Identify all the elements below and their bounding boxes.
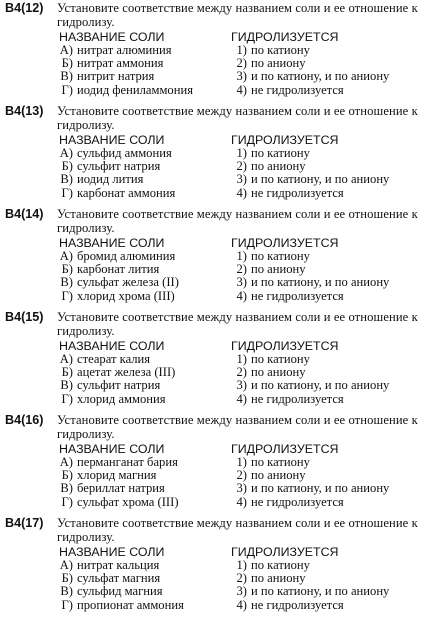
salt-name: хлорид магния [77,468,157,483]
salt-name: нитрат аммония [77,56,164,71]
option-text: не гидролизуется [251,597,344,612]
salt-letter: В) [60,69,73,84]
option-number: 1) [236,558,247,572]
match-row [5,84,431,97]
option-number: 2) [236,365,247,380]
salt-option [57,599,184,612]
task-prompt: Установите соответствие между названием соли и ее отношение к гидролизу. [57,104,418,132]
task-header [5,414,431,441]
option-number: 1) [236,146,247,160]
option-number: 1) [236,249,247,263]
salt-name: сульфат хрома (III) [77,494,179,509]
option-number: 2) [236,571,247,586]
option-text: и по катиону, и по аниону [251,275,390,290]
match-rows [5,44,431,97]
match-row [5,70,431,83]
salt-name: нитрат алюминия [77,43,172,57]
hydrolysis-option [231,84,344,97]
task-code: B4(14) [5,207,44,221]
task-prompt: Установите соответствие между названием соли и ее отношение к гидролизу. [57,516,418,544]
salt-name: нитрат кальция [77,558,160,572]
salt-name: нитрит натрия [77,69,155,84]
salt-name: иодид лития [77,172,144,187]
salt-option [57,84,193,97]
hydrolysis-option [231,599,344,612]
task-block [5,517,431,612]
salt-letter: А) [59,249,73,263]
option-number: 1) [236,352,247,366]
salt-letter: В) [60,275,73,290]
option-text: и по катиону, и по аниону [251,172,390,187]
match-row [5,482,431,495]
option-number: 4) [236,185,247,200]
task-block [5,208,431,303]
option-text: и по катиону, и по аниону [251,481,390,496]
task-code: B4(17) [5,516,44,530]
task-prompt: Установите соответствие между названием соли и ее отношение к гидролизу. [57,413,418,441]
salt-letter: В) [60,172,73,187]
hydrolysis-header: ГИДРОЛИЗУЕТСЯ [231,30,339,44]
match-row [5,187,431,200]
match-row [5,599,431,612]
option-number: 4) [236,494,247,509]
option-number: 3) [236,481,247,496]
option-number: 1) [236,43,247,57]
task-header [5,2,431,29]
salt-name-header: НАЗВАНИЕ СОЛИ [59,442,165,456]
match-row [5,496,431,509]
hydrolysis-option [231,290,344,303]
column-headers [5,339,431,353]
task-header [5,105,431,132]
option-number: 4) [236,391,247,406]
match-rows [5,147,431,200]
salt-name: сульфат магния [77,571,161,586]
option-number: 3) [236,378,247,393]
option-number: 4) [236,288,247,303]
salt-letter: В) [60,584,73,599]
match-row [5,276,431,289]
column-headers [5,30,431,44]
option-text: по катиону [251,455,310,469]
salt-option [57,187,175,200]
option-number: 2) [236,159,247,174]
match-row [5,393,431,406]
salt-name-header: НАЗВАНИЕ СОЛИ [59,339,165,353]
salt-name: сульфит натрия [77,378,161,393]
salt-letter: Г) [61,82,73,97]
salt-letter: Б) [61,571,73,586]
task-header [5,208,431,235]
option-number: 3) [236,584,247,599]
option-text: не гидролизуется [251,185,344,200]
option-text: по аниону [251,159,306,174]
option-text: по катиону [251,249,310,263]
salt-name: сульфит натрия [77,159,161,174]
column-headers [5,133,431,147]
option-text: и по катиону, и по аниону [251,584,390,599]
salt-letter: А) [59,455,73,469]
option-text: не гидролизуется [251,391,344,406]
task-code: B4(15) [5,310,44,324]
salt-name-header: НАЗВАНИЕ СОЛИ [59,236,165,250]
option-text: по катиону [251,352,310,366]
match-rows [5,559,431,612]
task-prompt: Установите соответствие между названием соли и ее отношение к гидролизу. [57,1,418,29]
salt-name: карбонат аммония [77,185,176,200]
task-block [5,414,431,509]
salt-letter: Б) [61,468,73,483]
option-text: не гидролизуется [251,288,344,303]
salt-name: иодид фениламмония [77,82,193,97]
salt-name-header: НАЗВАНИЕ СОЛИ [59,133,165,147]
salt-name: ацетат железа (III) [77,365,176,380]
salt-name: хлорид хрома (III) [77,288,175,303]
salt-name-header: НАЗВАНИЕ СОЛИ [59,545,165,559]
option-text: по аниону [251,365,306,380]
task-code: B4(12) [5,1,44,15]
salt-option [57,290,175,303]
salt-name: сульфид аммония [77,146,172,160]
option-number: 1) [236,455,247,469]
task-block [5,2,431,97]
salt-letter: Б) [61,262,73,277]
option-text: и по катиону, и по аниону [251,69,390,84]
column-headers [5,236,431,250]
salt-name: бромид алюминия [77,249,176,263]
salt-name: хлорид аммония [77,391,166,406]
salt-letter: Г) [61,597,73,612]
salt-letter: Г) [61,391,73,406]
option-text: по катиону [251,43,310,57]
task-header [5,311,431,338]
hydrolysis-header: ГИДРОЛИЗУЕТСЯ [231,133,339,147]
option-text: не гидролизуется [251,82,344,97]
hydrolysis-header: ГИДРОЛИЗУЕТСЯ [231,442,339,456]
salt-name: сульфат железа (II) [77,275,179,290]
hydrolysis-header: ГИДРОЛИЗУЕТСЯ [231,339,339,353]
option-text: не гидролизуется [251,494,344,509]
salt-name-header: НАЗВАНИЕ СОЛИ [59,30,165,44]
match-rows [5,353,431,406]
hydrolysis-header: ГИДРОЛИЗУЕТСЯ [231,545,339,559]
task-prompt: Установите соответствие между названием соли и ее отношение к гидролизу. [57,310,418,338]
option-text: по аниону [251,56,306,71]
salt-option [57,496,179,509]
option-text: по катиону [251,558,310,572]
salt-option [57,393,166,406]
match-row [5,379,431,392]
hydrolysis-option [231,393,344,406]
hydrolysis-option [231,187,344,200]
option-number: 4) [236,82,247,97]
option-number: 3) [236,172,247,187]
option-text: и по катиону, и по аниону [251,378,390,393]
match-row [5,585,431,598]
salt-name: пропионат аммония [77,597,184,612]
salt-letter: А) [59,43,73,57]
task-code: B4(13) [5,104,44,118]
option-text: по аниону [251,468,306,483]
salt-letter: Б) [61,56,73,71]
option-text: по аниону [251,262,306,277]
match-rows [5,250,431,303]
salt-letter: Г) [61,288,73,303]
hydrolysis-option [231,496,344,509]
salt-letter: В) [60,378,73,393]
column-headers [5,545,431,559]
salt-name: сульфид магния [77,584,163,599]
option-number: 4) [236,597,247,612]
match-rows [5,456,431,509]
task-block [5,311,431,406]
salt-name: перманганат бария [77,455,178,469]
salt-letter: В) [60,481,73,496]
option-number: 2) [236,56,247,71]
salt-letter: Б) [61,159,73,174]
salt-letter: Г) [61,185,73,200]
salt-letter: А) [59,558,73,572]
option-number: 2) [236,262,247,277]
option-text: по катиону [251,146,310,160]
task-header [5,517,431,544]
salt-name: карбонат лития [77,262,160,277]
hydrolysis-header: ГИДРОЛИЗУЕТСЯ [231,236,339,250]
salt-letter: Б) [61,365,73,380]
column-headers [5,442,431,456]
option-number: 3) [236,69,247,84]
option-number: 2) [236,468,247,483]
task-prompt: Установите соответствие между названием соли и ее отношение к гидролизу. [57,207,418,235]
option-number: 3) [236,275,247,290]
match-row [5,290,431,303]
salt-letter: А) [59,146,73,160]
salt-name: бериллат натрия [77,481,165,496]
task-code: B4(16) [5,413,44,427]
task-block [5,105,431,200]
salt-letter: Г) [61,494,73,509]
option-text: по аниону [251,571,306,586]
salt-name: стеарат калия [77,352,151,366]
match-row [5,173,431,186]
salt-letter: А) [59,352,73,366]
